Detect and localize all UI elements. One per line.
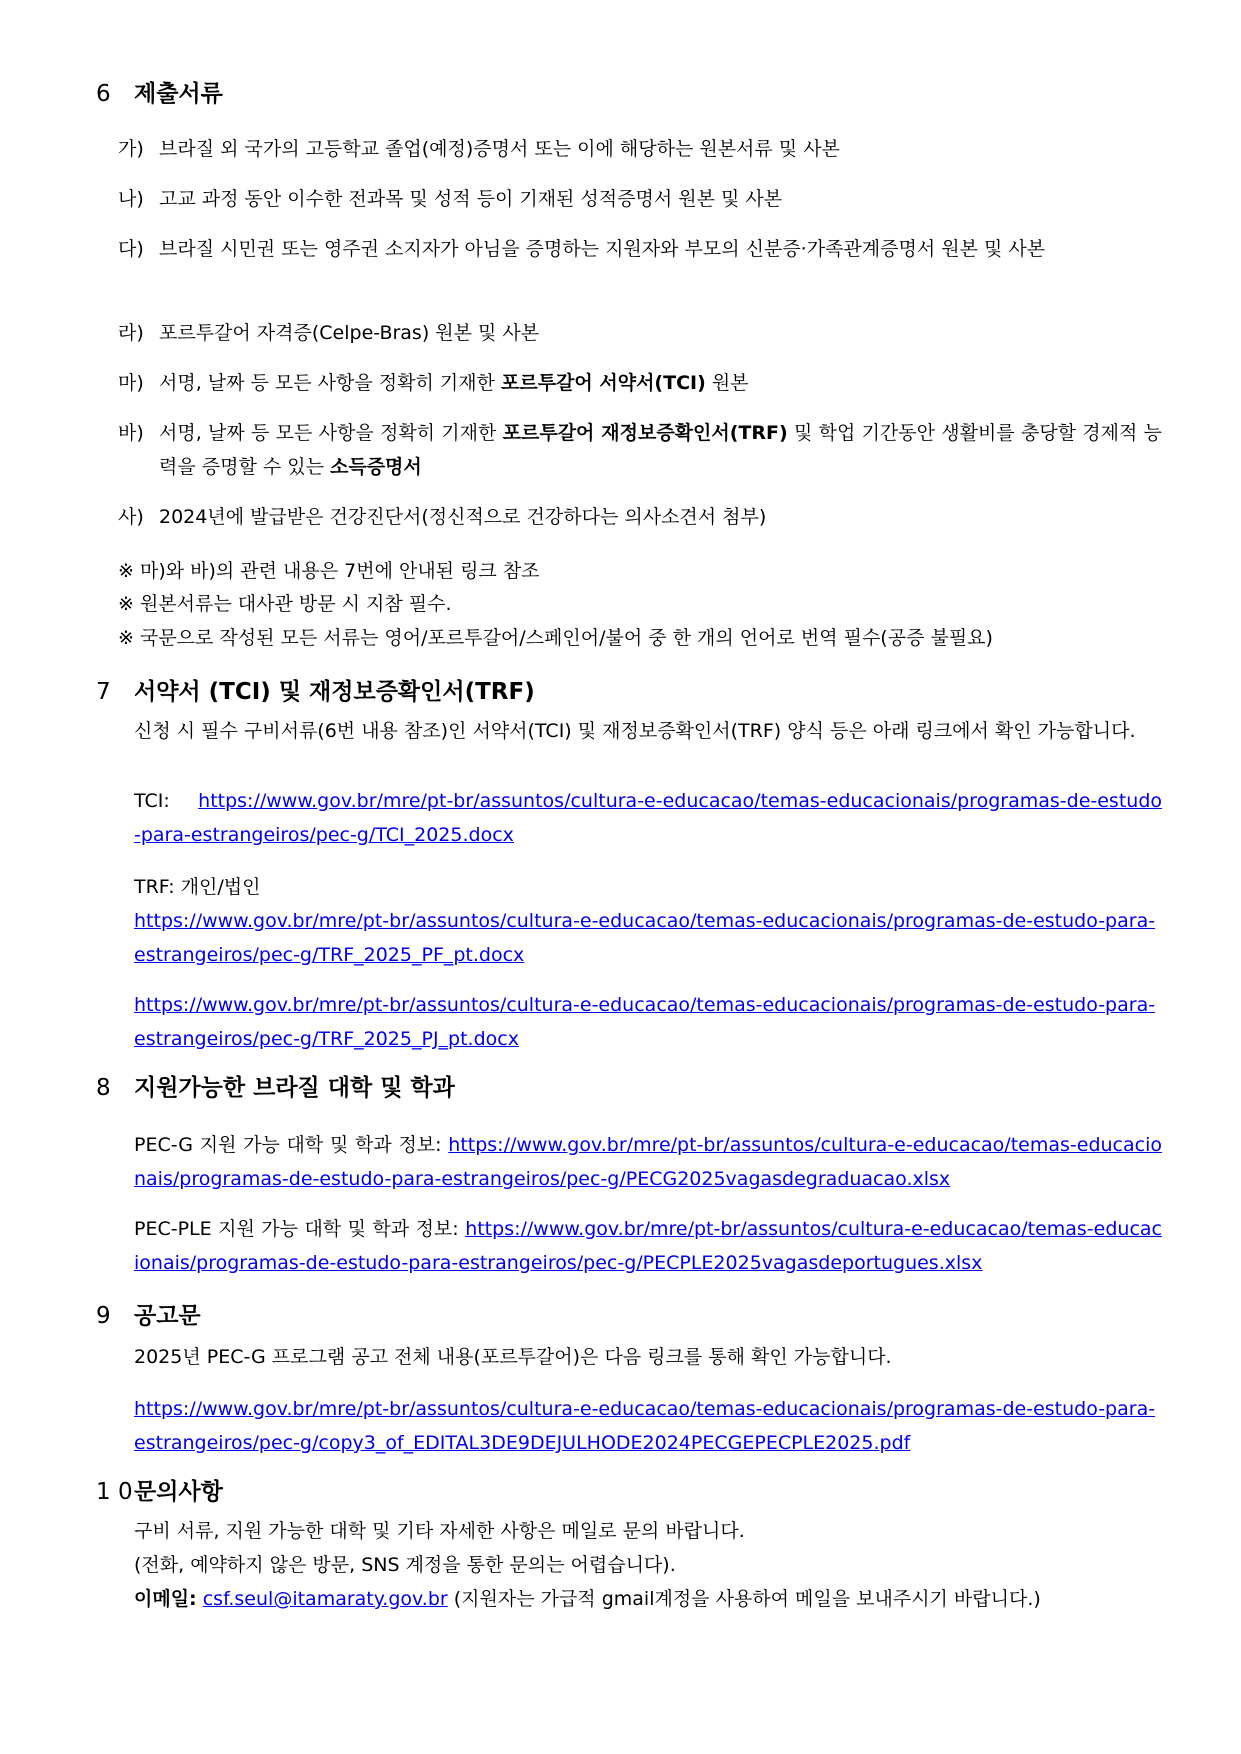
pecg-link[interactable]: https://www.gov.br/mre/pt-br/assuntos/cultura-e-educacao/temas-educacionais/programas-de-estudo-para-estrangeiros/pec-g/PECG2025vagasdegraduacao.xlsx <box>134 1134 1162 1190</box>
list-item <box>118 500 1162 534</box>
bold-text: 소득증명서 <box>330 456 422 478</box>
list-item-text: 포르투갈어 자격증(Celpe-Bras) 원본 및 사본 <box>159 322 540 344</box>
trf-pf-link[interactable]: https://www.gov.br/mre/pt-br/assuntos/cultura-e-educacao/temas-educacionais/programas-de-estudo-para-estrangeiros/pec-g/TRF_2025_PF_pt.docx <box>134 910 1156 966</box>
section-9-heading <box>96 1300 1156 1332</box>
note: ※ 국문으로 작성된 모든 서류는 영어/포르투갈어/스페인어/불어 중 한 개의 언어로 번역 필수(공증 불필요) <box>118 627 993 649</box>
section-number: 9 <box>96 1303 111 1329</box>
trf-label: TRF: 개인/법인 <box>134 876 261 898</box>
list-item <box>118 132 1162 166</box>
list-item-label: 다) <box>118 238 144 260</box>
list-item-label: 바) <box>118 422 144 444</box>
section-6-heading <box>96 78 1156 110</box>
section-title: 제출서류 <box>134 81 223 107</box>
link-label: PEC-G 지원 가능 대학 및 학과 정보: <box>134 1134 442 1156</box>
email-link[interactable]: csf.seul@itamaraty.gov.br <box>202 1588 448 1610</box>
tci-link[interactable]: https://www.gov.br/mre/pt-br/assuntos/cultura-e-educacao/temas-educacionais/programas-de-estudo-para-estrangeiros/pec-g/TCI_2025.docx <box>134 790 1162 846</box>
section-8-heading <box>96 1072 1156 1104</box>
note: ※ 원본서류는 대사관 방문 시 지참 필수. <box>118 593 452 615</box>
section-title: 공고문 <box>134 1303 201 1329</box>
trf-pf-link-block <box>134 904 1162 972</box>
section-number: 1 0 <box>96 1479 133 1505</box>
email-note: (지원자는 가급적 gmail계정을 사용하여 메일을 보내주시기 바랍니다.) <box>447 1588 1041 1610</box>
section-number: 8 <box>96 1075 111 1101</box>
pecple-link[interactable]: https://www.gov.br/mre/pt-br/assuntos/cultura-e-educacao/temas-educacionais/programas-de-estudo-para-estrangeiros/pec-g/PECPLE2025vagasdeportugues.xlsx <box>134 1218 1162 1274</box>
announcement-link[interactable]: https://www.gov.br/mre/pt-br/assuntos/cultura-e-educacao/temas-educacionais/programas-de-estudo-para-estrangeiros/pec-g/copy3_of_EDITAL3DE9DEJULHODE2024PECGEPECPLE2025.pdf <box>134 1398 1156 1454</box>
contact-line: (전화, 예약하지 않은 방문, SNS 계정을 통한 문의는 어렵습니다). <box>134 1554 676 1576</box>
section-intro: 신청 시 필수 구비서류(6번 내용 참조)인 서약서(TCI) 및 재정보증확인서(TRF) 양식 등은 아래 링크에서 확인 가능합니다. <box>134 720 1136 742</box>
section-title: 문의사항 <box>134 1479 223 1505</box>
section-number: 7 <box>96 679 111 705</box>
section-7-heading <box>96 676 1156 708</box>
text-run: 서명, 날짜 등 모든 사항을 정확히 기재한 <box>159 422 503 444</box>
pecple-info-block <box>134 1212 1162 1280</box>
note: ※ 마)와 바)의 관련 내용은 7번에 안내된 링크 참조 <box>118 560 540 582</box>
tci-link-block <box>134 784 1162 852</box>
trf-pj-link-block <box>134 988 1162 1056</box>
section-title: 서약서 (TCI) 및 재정보증확인서(TRF) <box>134 679 535 705</box>
trf-pj-link[interactable]: https://www.gov.br/mre/pt-br/assuntos/cultura-e-educacao/temas-educacionais/programas-de-estudo-para-estrangeiros/pec-g/TRF_2025_PJ_pt.docx <box>134 994 1156 1050</box>
list-item-text: 브라질 외 국가의 고등학교 졸업(예정)증명서 또는 이에 해당하는 원본서류 및 사본 <box>159 138 840 160</box>
list-item-text: 2024년에 발급받은 건강진단서(정신적으로 건강하다는 의사소견서 첨부) <box>159 506 767 528</box>
text-run: 서명, 날짜 등 모든 사항을 정확히 기재한 <box>159 372 501 394</box>
bold-text: 포르투갈어 재정보증확인서(TRF) <box>502 422 788 444</box>
section-intro: 2025년 PEC-G 프로그램 공고 전체 내용(포르투갈어)은 다음 링크를 통해 확인 가능합니다. <box>134 1346 892 1368</box>
text-run: 및 학업 기간동안 생활비를 충당할 경제적 능력을 증명할 수 있는 <box>159 422 1162 478</box>
list-item-text: 고교 과정 동안 이수한 전과목 및 성적 등이 기재된 성적증명서 원본 및 사본 <box>159 188 783 210</box>
email-label: 이메일: <box>134 1588 197 1610</box>
list-item-text: 브라질 시민권 또는 영주권 소지자가 아님을 증명하는 지원자와 부모의 신분증·가족관계증명서 원본 및 사본 <box>159 238 1046 260</box>
list-item-label: 라) <box>118 322 144 344</box>
list-item <box>118 316 1162 350</box>
announcement-link-block <box>134 1392 1162 1460</box>
list-item-text <box>159 416 1162 484</box>
text-run: 원본 <box>705 372 749 394</box>
section-title: 지원가능한 브라질 대학 및 학과 <box>134 1075 455 1101</box>
link-label: PEC-PLE 지원 가능 대학 및 학과 정보: <box>134 1218 459 1240</box>
list-item-label: 나) <box>118 188 144 210</box>
section-number: 6 <box>96 81 111 107</box>
email-line <box>134 1582 1162 1616</box>
list-item-label: 사) <box>118 506 144 528</box>
list-item-label: 가) <box>118 138 144 160</box>
list-item-text <box>159 366 1162 400</box>
section-10-heading <box>96 1476 1156 1508</box>
list-item-label: 마) <box>118 372 144 394</box>
contact-line: 구비 서류, 지원 가능한 대학 및 기타 자세한 사항은 메일로 문의 바랍니다. <box>134 1520 745 1542</box>
list-item <box>118 182 1162 216</box>
list-item <box>118 366 1162 400</box>
link-label: TCI: <box>134 790 170 812</box>
bold-text: 포르투갈어 서약서(TCI) <box>500 372 706 394</box>
list-item <box>118 416 1162 484</box>
pecg-info-block <box>134 1128 1162 1196</box>
list-item <box>118 232 1162 266</box>
